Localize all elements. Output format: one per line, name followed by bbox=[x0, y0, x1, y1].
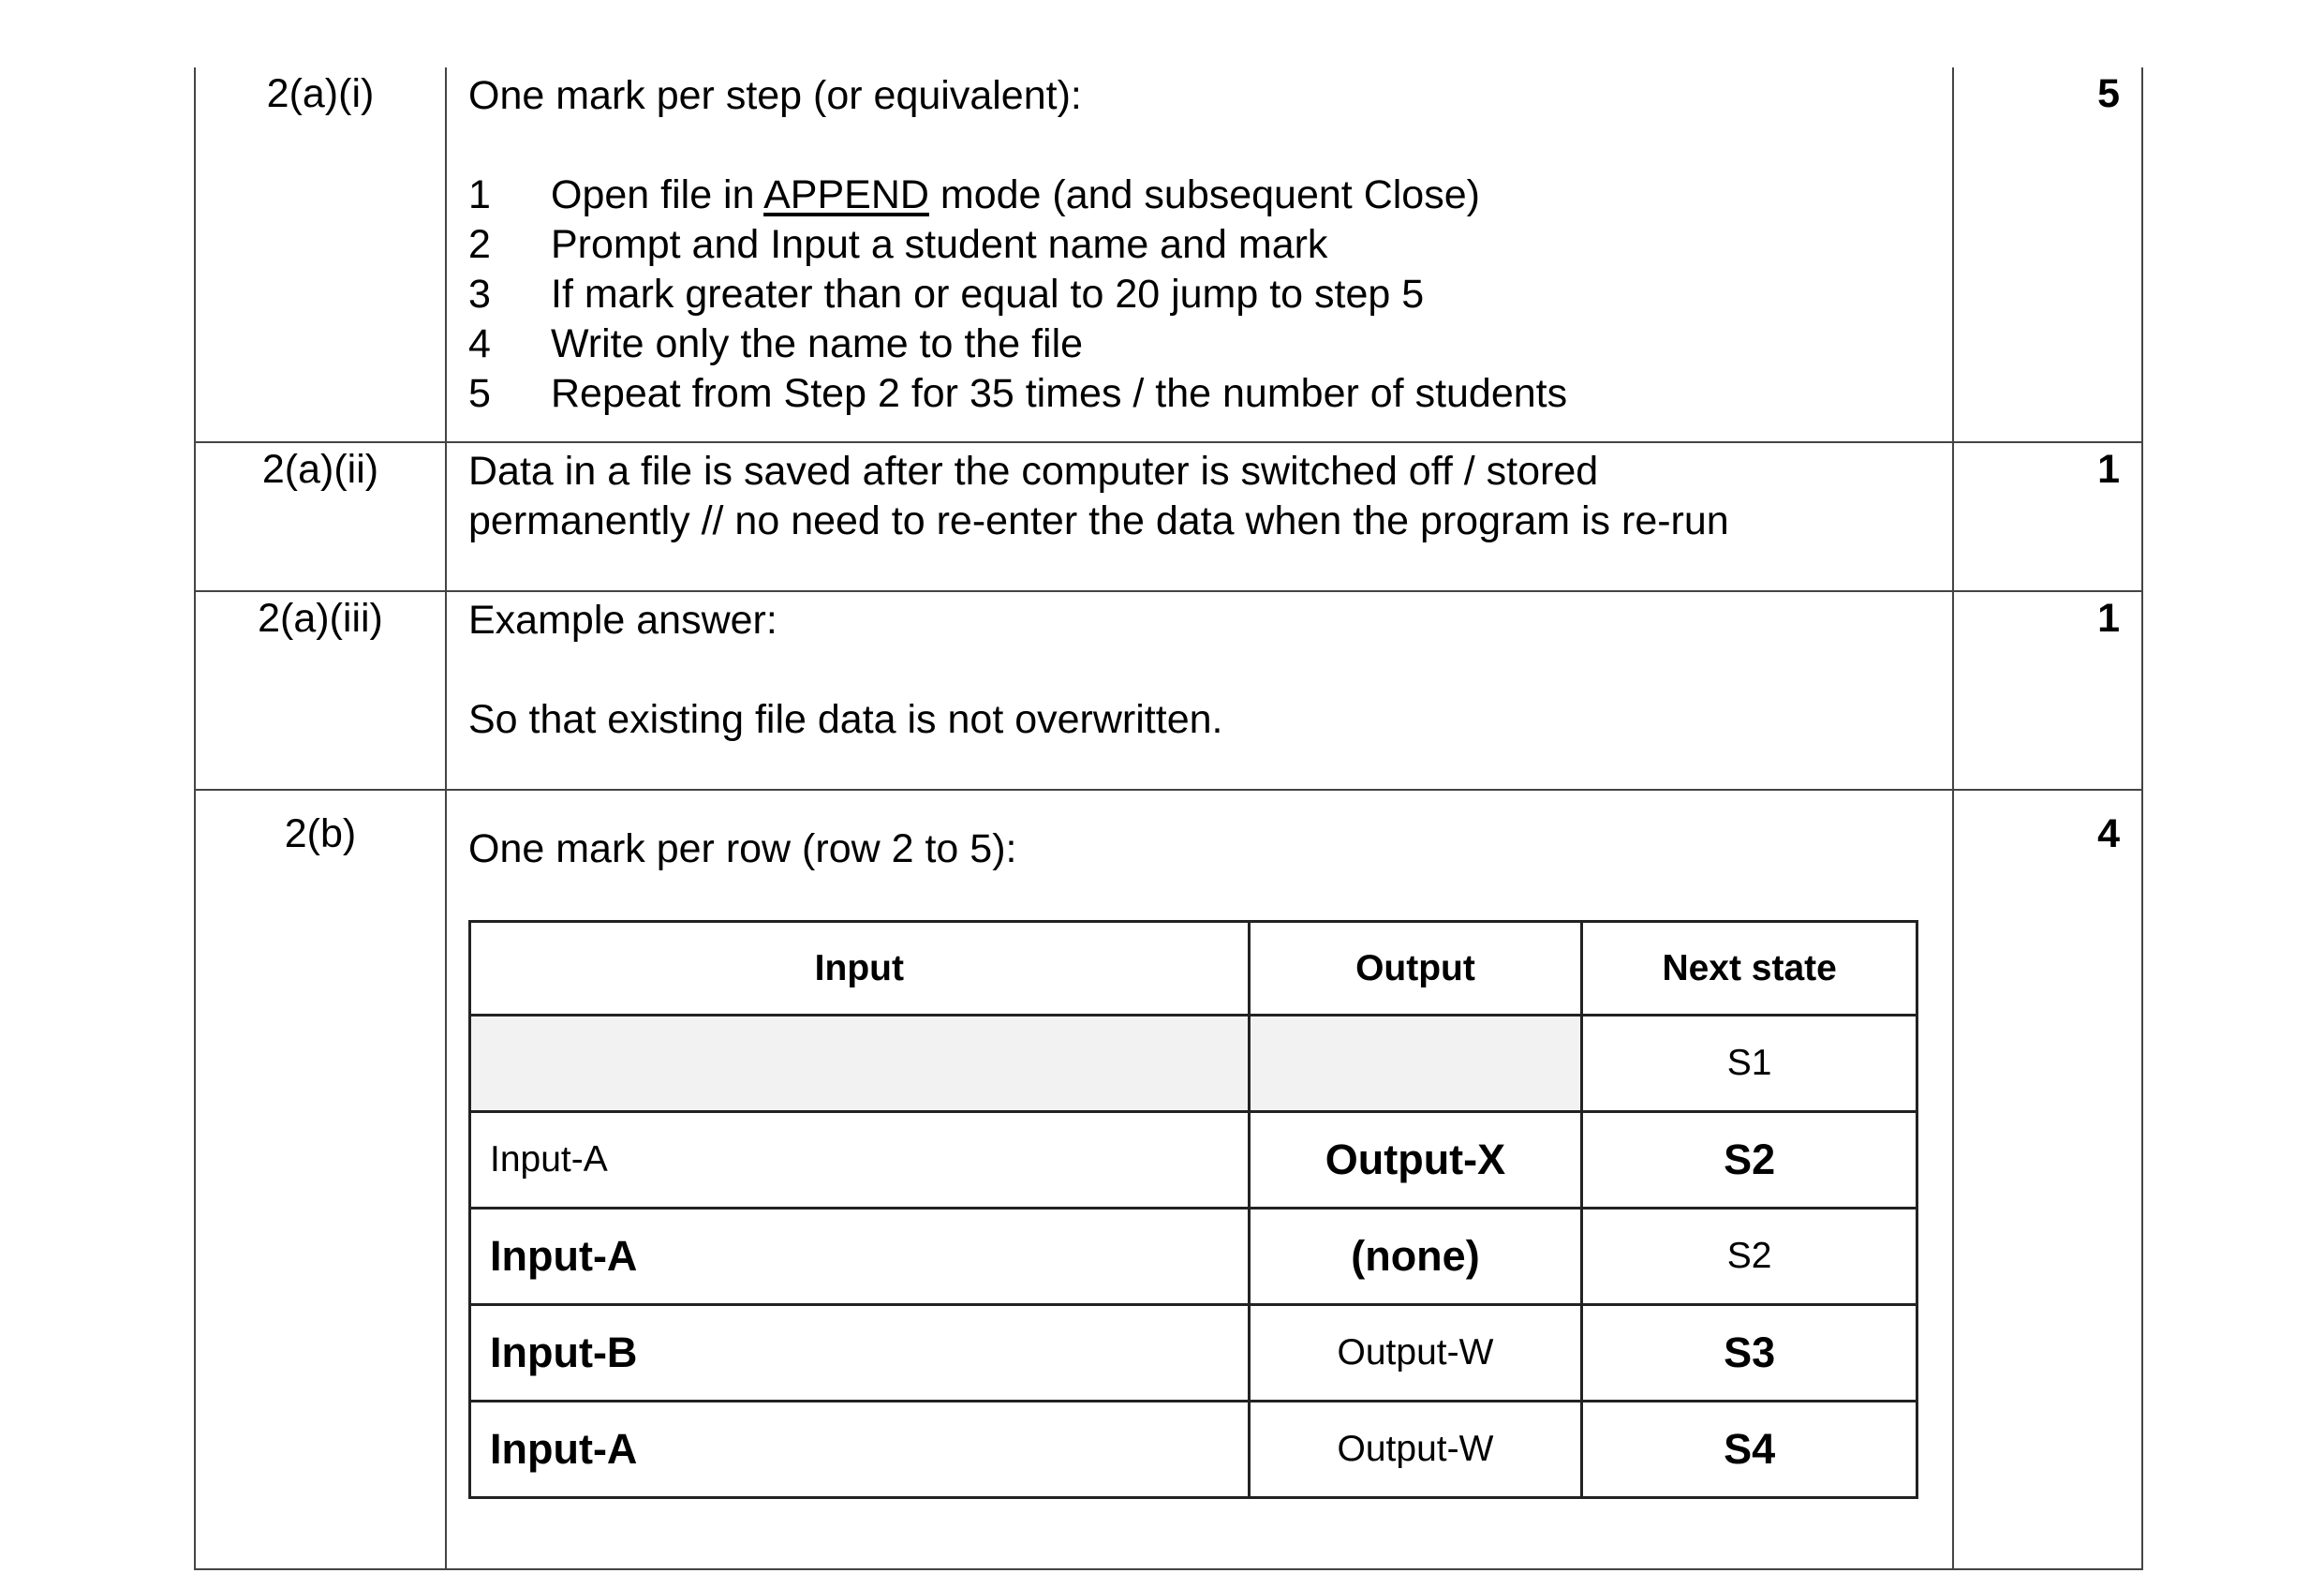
step-text: Write only the name to the file bbox=[551, 321, 1084, 366]
cell-next-state: S4 bbox=[1582, 1402, 1917, 1498]
question-number: 2(a)(ii) bbox=[195, 442, 446, 591]
mark-scheme-row bbox=[195, 442, 2142, 591]
cell-input: Input-A bbox=[470, 1112, 1250, 1209]
cell-input: Input-A bbox=[470, 1209, 1250, 1305]
answer-line: permanently // no need to re-enter the data when the program is re-run bbox=[468, 498, 1729, 543]
step-text: Open file in APPEND mode (and subsequent Close) bbox=[551, 172, 1480, 217]
append-keyword: APPEND bbox=[763, 172, 929, 217]
state-table-header bbox=[470, 922, 1917, 1016]
step-number: 3 bbox=[468, 272, 491, 317]
marks-value: 1 bbox=[1953, 442, 2142, 591]
header-output: Output bbox=[1249, 922, 1582, 1016]
answer-step bbox=[468, 319, 1952, 369]
cell-next-state: S1 bbox=[1582, 1016, 1917, 1112]
step-text: Prompt and Input a student name and mark bbox=[551, 222, 1328, 267]
step-number: 2 bbox=[468, 222, 491, 267]
answer-intro: One mark per row (row 2 to 5): bbox=[468, 826, 1017, 871]
cell-next-state: S3 bbox=[1582, 1305, 1917, 1402]
marks-value: 1 bbox=[1953, 591, 2142, 790]
header-next-state: Next state bbox=[1582, 922, 1917, 1016]
cell-output bbox=[1249, 1016, 1582, 1112]
table-row bbox=[470, 1209, 1917, 1305]
step-text: If mark greater than or equal to 20 jump to step 5 bbox=[551, 272, 1425, 317]
mark-scheme-row bbox=[195, 67, 2142, 442]
answer-label: Example answer: bbox=[468, 598, 777, 643]
step-number: 1 bbox=[468, 172, 491, 217]
table-row bbox=[470, 1016, 1917, 1112]
question-number: 2(a)(iii) bbox=[195, 591, 446, 790]
answer-step bbox=[468, 220, 1952, 270]
answer-step bbox=[468, 270, 1952, 319]
marks-value: 5 bbox=[1953, 67, 2142, 442]
cell-next-state: S2 bbox=[1582, 1112, 1917, 1209]
mark-scheme-row bbox=[195, 591, 2142, 790]
marks-value: 4 bbox=[1953, 790, 2142, 1569]
answer-intro: One mark per step (or equivalent): bbox=[468, 73, 1082, 118]
table-row bbox=[470, 1305, 1917, 1402]
cell-output: Output-X bbox=[1249, 1112, 1582, 1209]
answer-cell bbox=[446, 790, 1953, 1569]
header-input: Input bbox=[470, 922, 1250, 1016]
step-text: Repeat from Step 2 for 35 times / the number of students bbox=[551, 371, 1568, 416]
question-number: 2(b) bbox=[195, 790, 446, 1569]
table-row bbox=[470, 1402, 1917, 1498]
cell-input: Input-B bbox=[470, 1305, 1250, 1402]
table-row bbox=[470, 1112, 1917, 1209]
answer-line: Data in a file is saved after the computer is switched off / stored bbox=[468, 449, 1599, 494]
state-transition-table bbox=[468, 920, 1918, 1499]
answer-cell bbox=[446, 442, 1953, 591]
cell-output: Output-W bbox=[1249, 1402, 1582, 1498]
cell-input bbox=[470, 1016, 1250, 1112]
step-number: 4 bbox=[468, 321, 491, 366]
mark-scheme-row bbox=[195, 790, 2142, 1569]
answer-cell bbox=[446, 67, 1953, 442]
cell-output: (none) bbox=[1249, 1209, 1582, 1305]
answer-line: So that existing file data is not overwritten. bbox=[468, 697, 1223, 742]
mark-scheme-table bbox=[194, 67, 2143, 1570]
question-number: 2(a)(i) bbox=[195, 67, 446, 442]
answer-cell bbox=[446, 591, 1953, 790]
cell-input: Input-A bbox=[470, 1402, 1250, 1498]
cell-output: Output-W bbox=[1249, 1305, 1582, 1402]
cell-next-state: S2 bbox=[1582, 1209, 1917, 1305]
answer-step bbox=[468, 369, 1952, 419]
step-number: 5 bbox=[468, 371, 491, 416]
answer-step bbox=[468, 171, 1952, 220]
